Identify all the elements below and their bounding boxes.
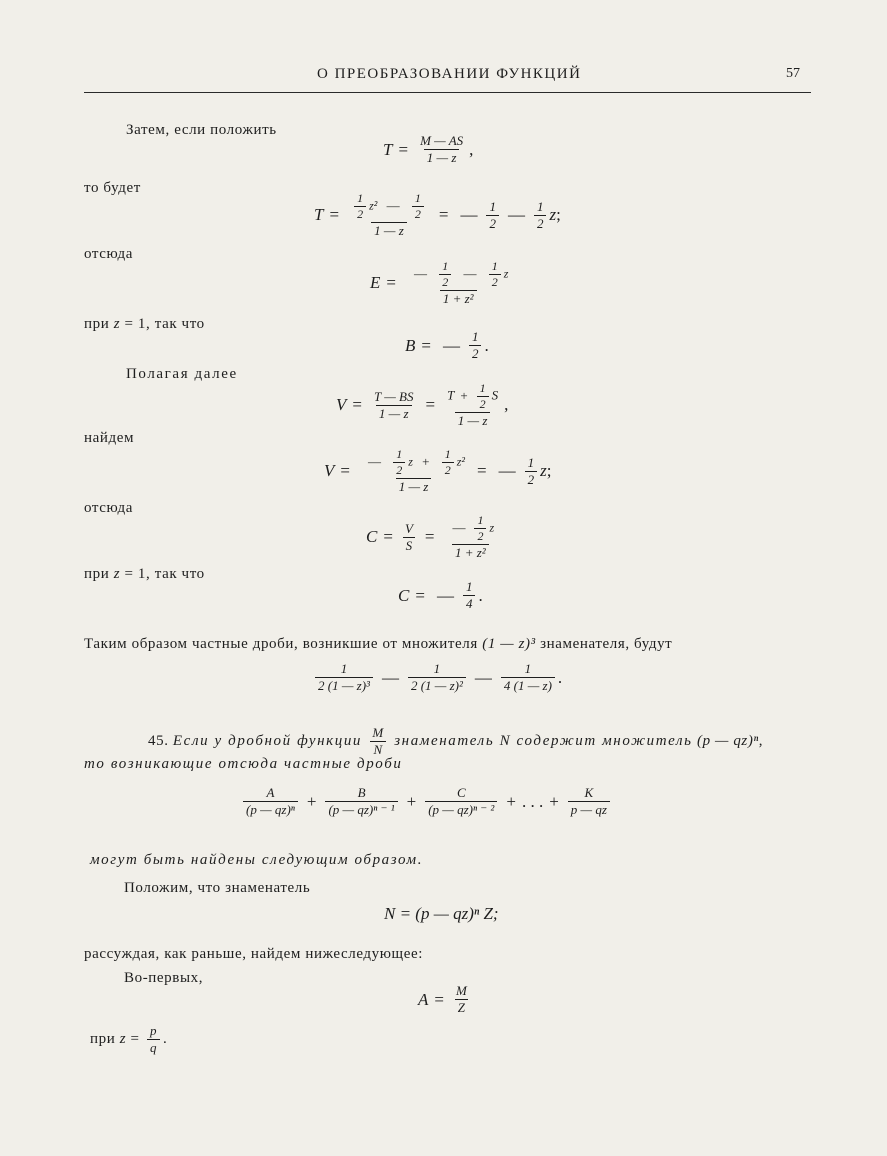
paragraph-conclusion: Таким образом частные дроби, возникшие от множителя (1 — z)³ знаменателя, будут bbox=[84, 636, 673, 652]
header-rule bbox=[84, 92, 811, 93]
running-title: О ПРЕОБРАЗОВАНИИ ФУНКЦИЙ bbox=[317, 66, 582, 82]
text-line: Полагая далее bbox=[126, 366, 238, 382]
section-45-heading: 45. Если у дробной функции $\frac{M}{N}$ знаменатель N содержит множитель (p — qz)ⁿ , bbox=[148, 725, 764, 758]
text-line: отсюда bbox=[84, 246, 134, 262]
equation-general-partial-fractions: $\frac{A}{\text{(p — qz)ⁿ}}$ + $\frac{B}{\text{(p — qz)ⁿ ⁻ ¹}}$ + $\frac{C}{\text{(p — qz)ⁿ ⁻ ²}}$ + . . . + $\frac{K}{p — qz}$ bbox=[240, 786, 613, 818]
page-number: 57 bbox=[786, 66, 800, 81]
text-line: найдем bbox=[84, 430, 135, 446]
equation-E: E = — $\frac{1}{2}$ — $\frac{1}{2}$ z 1 + z² bbox=[370, 259, 509, 307]
equation-A: A = $\frac{M}{Z}$ bbox=[418, 983, 467, 1016]
equation-T-definition: T = $\frac{M — AS}{1 — z}$ , bbox=[383, 133, 474, 166]
text-line: при z = 1, так что bbox=[84, 566, 205, 582]
equation-T-result: T = $\frac{1}{2}$ z² — $\frac{1}{2}$ 1 — z = — $\frac{1}{2}$ — $\frac{1}{2}$ z ; bbox=[314, 191, 561, 239]
equation-V-definition: V = $\frac{T — BS}{1 — z}$ = T + $\frac{1}{2}$ S 1 — z , bbox=[336, 381, 509, 429]
text-line: при z = 1, так что bbox=[84, 316, 205, 332]
text-line: могут быть найдены следующим образом. bbox=[90, 852, 424, 868]
equation-C-definition: C = $\frac{V}{S}$ = — $\frac{1}{2}$ z 1 + z² bbox=[366, 513, 495, 561]
text-line: рассуждая, как раньше, найдем нижеследующее: bbox=[84, 946, 423, 962]
text-line: то возникающие отсюда частные дроби bbox=[84, 756, 403, 772]
text-line-condition: при z = $\frac{p}{q}$ . bbox=[90, 1023, 168, 1056]
text-line: то будет bbox=[84, 180, 141, 196]
text-line: Во-первых, bbox=[124, 970, 204, 986]
equation-C: C = — $\frac{1}{4}$ . bbox=[398, 579, 483, 612]
equation-V-result: V = — $\frac{1}{2}$ z + $\frac{1}{2}$ z² 1 — z = — $\frac{1}{2}$ z ; bbox=[324, 447, 552, 495]
text-line: Затем, если положить bbox=[126, 122, 277, 138]
equation-partial-fractions: $\frac{1}{\text{2 (1 — z)³}}$ — $\frac{1}{\text{2 (1 — z)²}}$ — $\frac{1}{4 (1 — z)}$ . bbox=[312, 662, 562, 694]
text-line: Положим, что знаменатель bbox=[124, 880, 311, 896]
text-line: отсюда bbox=[84, 500, 134, 516]
equation-N: N = (p — qz)ⁿ Z; bbox=[384, 904, 499, 923]
equation-B: B = — $\frac{1}{2}$ . bbox=[405, 329, 489, 362]
